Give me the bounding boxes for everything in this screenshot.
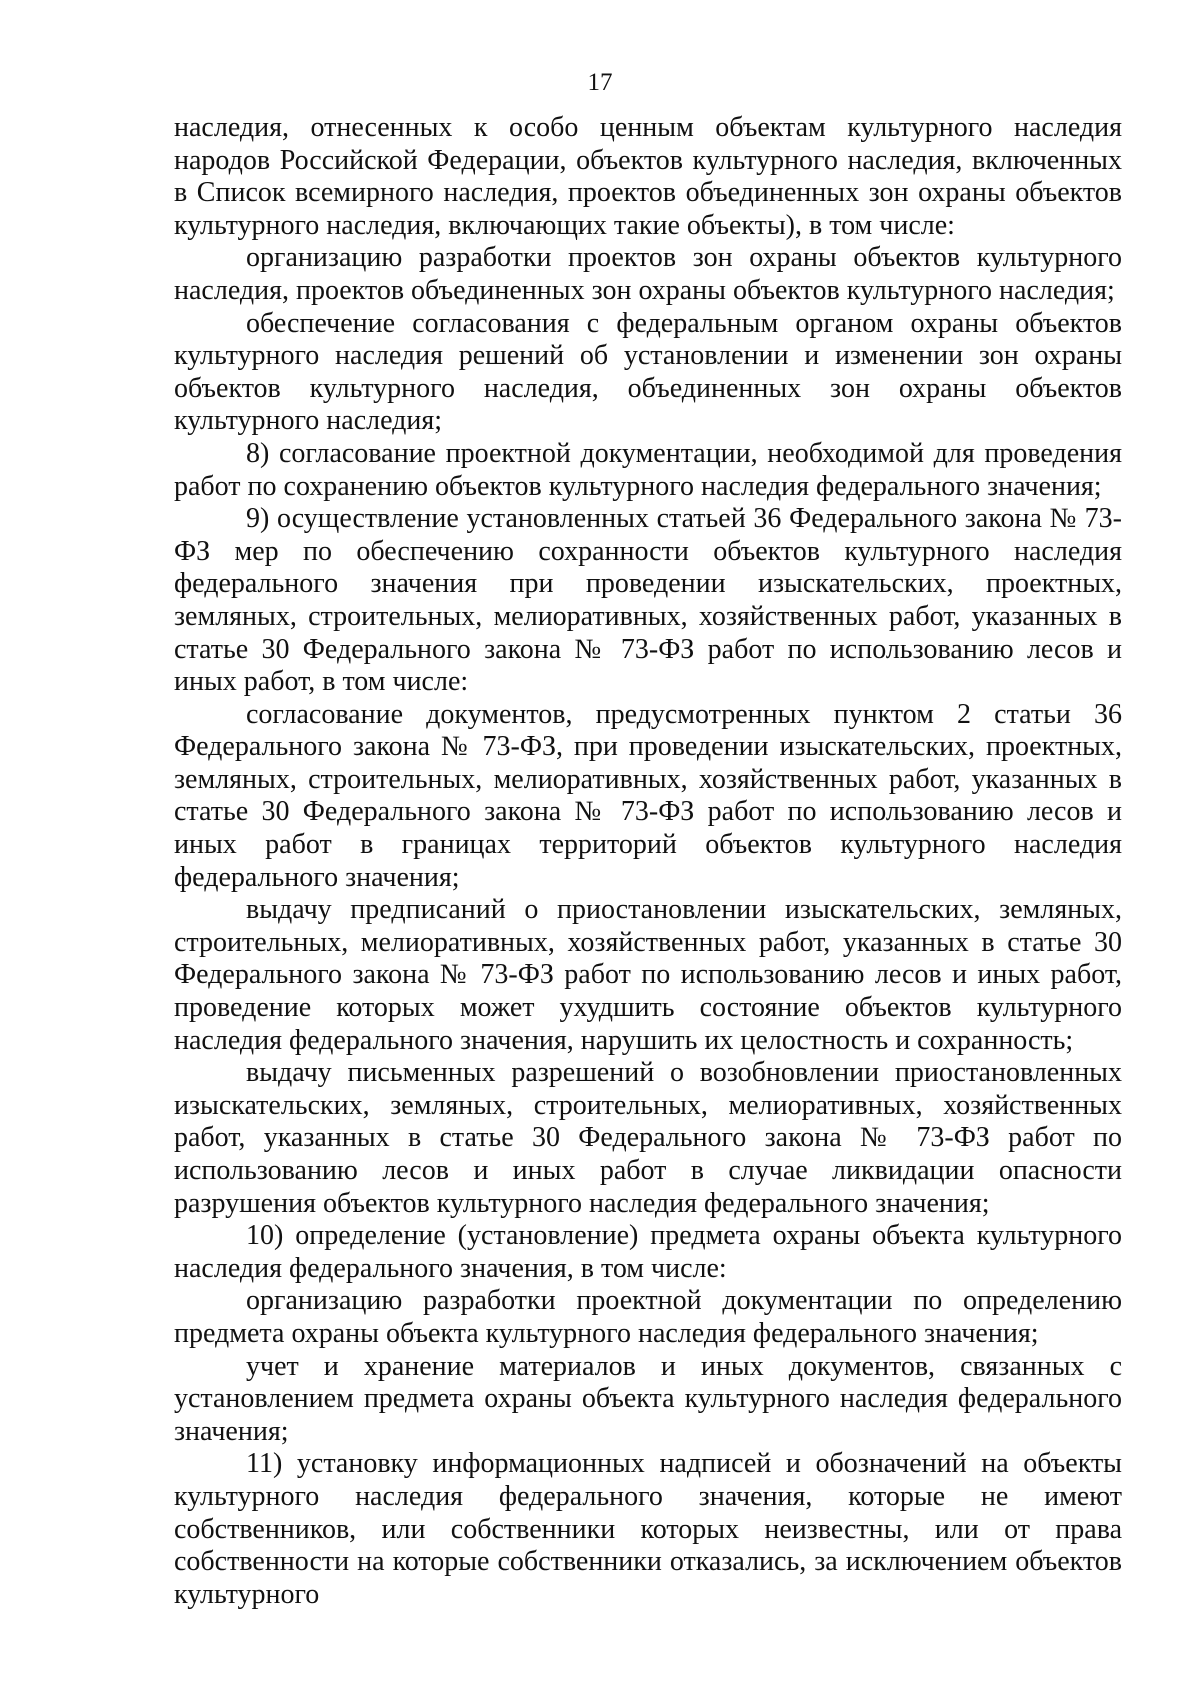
- page-number: 17: [587, 69, 613, 96]
- paragraph: согласование документов, предусмотренных пунктом 2 статьи 36 Федерального закона № 73-ФЗ, при проведении изыскательских, проектных, земляных, строительных, мелиоративных, хозяйственных работ, указанных в статье 30 Федерального закона № 73-ФЗ работ по использованию лесов и иных работ в границах территорий объектов культурного наследия федерального значения;: [174, 698, 1122, 893]
- paragraph: 9) осуществление установленных статьей 36 Федерального закона № 73-ФЗ мер по обеспечению сохранности объектов культурного наследия федерального значения при проведении изыскательских, проектных, земляных, строительных, мелиоративных, хозяйственных работ, указанных в статье 30 Федерального закона № 73-ФЗ работ по использованию лесов и иных работ, в том числе:: [174, 503, 1122, 698]
- paragraph: выдачу предписаний о приостановлении изыскательских, земляных, строительных, мелиоративных, хозяйственных работ, указанных в статье 30 Федерального закона № 73-ФЗ работ по использованию лесов и иных работ, проведение которых может ухудшить состояние объектов культурного наследия федерального значения, нарушить их целостность и сохранность;: [174, 894, 1122, 1056]
- paragraph: учет и хранение материалов и иных документов, связанных с установлением предмета охраны объекта культурного наследия федерального значения;: [174, 1350, 1122, 1447]
- paragraph: наследия, отнесенных к особо ценным объектам культурного наследия народов Российской Федерации, объектов культурного наследия, включенных в Список всемирного наследия, проектов объединенных зон охраны объектов культурного наследия, включающих такие объекты), в том числе:: [174, 112, 1122, 241]
- paragraph: организацию разработки проектов зон охраны объектов культурного наследия, проектов объединенных зон охраны объектов культурного наследия;: [174, 242, 1122, 306]
- document-body: [174, 112, 1122, 1611]
- paragraph: 10) определение (установление) предмета охраны объекта культурного наследия федерального значения, в том числе:: [174, 1220, 1122, 1284]
- paragraph: организацию разработки проектной документации по определению предмета охраны объекта культурного наследия федерального значения;: [174, 1285, 1122, 1349]
- paragraph: 11) установку информационных надписей и обозначений на объекты культурного наследия федерального значения, которые не имеют собственников, или собственники которых неизвестны, или от права собственности на которые собственники отказались, за исключением объектов культурного: [174, 1448, 1122, 1610]
- paragraph: 8) согласование проектной документации, необходимой для проведения работ по сохранению объектов культурного наследия федерального значения;: [174, 437, 1122, 502]
- paragraph: выдачу письменных разрешений о возобновлении приостановленных изыскательских, земляных, строительных, мелиоративных, хозяйственных работ, указанных в статье 30 Федерального закона № 73-ФЗ работ по использованию лесов и иных работ в случае ликвидации опасности разрушения объектов культурного наследия федерального значения;: [174, 1057, 1122, 1219]
- paragraph: обеспечение согласования с федеральным органом охраны объектов культурного наследия решений об установлении и изменении зон охраны объектов культурного наследия, объединенных зон охраны объектов культурного наследия;: [174, 307, 1122, 437]
